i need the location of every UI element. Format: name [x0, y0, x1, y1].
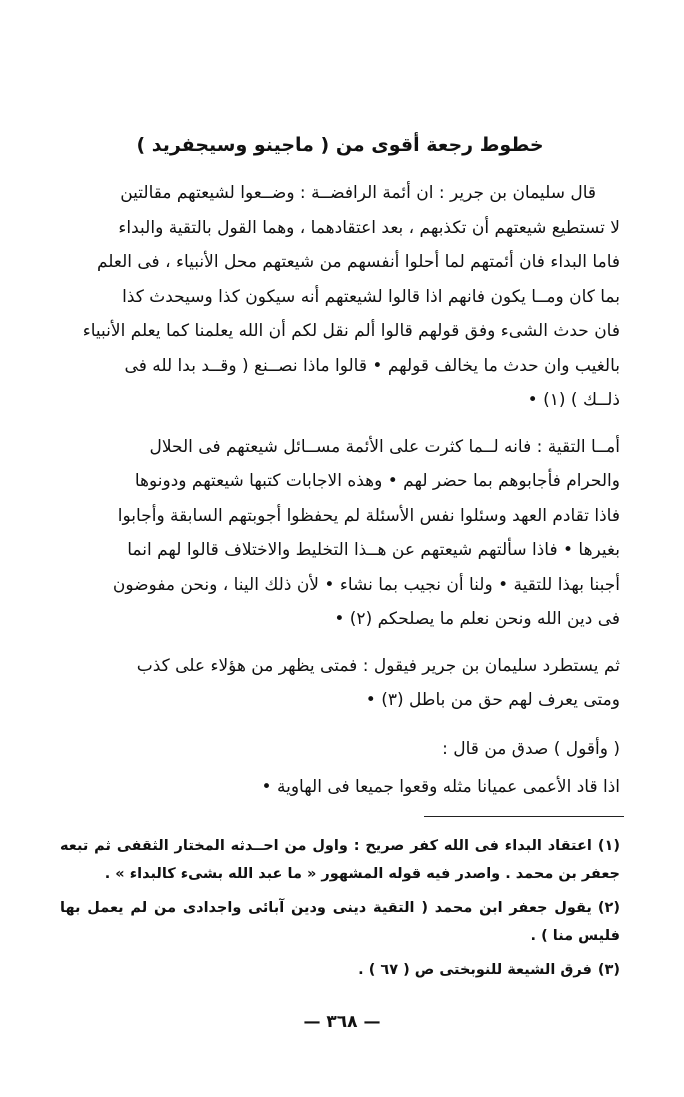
paragraph-line: بما كان ومــا يكون فانهم اذا قالوا لشيعتهم أنه سيكون كذا وسيحدث كذا [122, 286, 620, 307]
footnote-number: (٢) [597, 900, 620, 916]
paragraph-line: فاما البداء فان أئمتهم لما أحلوا أنفسهم من شيعتهم محل الأنبياء ، فى العلم [96, 252, 620, 272]
paragraph-line: ومتى يعرف لهم حق من باطل (٣) • [365, 690, 620, 710]
footnotes [60, 832, 620, 990]
quote-block [60, 730, 620, 806]
paragraph-conclusion [60, 649, 620, 718]
footnote-text: يقول جعفر ابن محمد ( التقية دينى ودين آبائى واجدادى من لم يعمل بها فليس منا ) . [60, 900, 620, 944]
paragraph-line: أمــا التقية : فانه لــما كثرت على الأئمة مســائل شيعتهم فى الحلال [149, 436, 620, 457]
paragraph-line: فاذا تقادم العهد وسئلوا نفس الأسئلة لم يحفظوا أجوبتهم السابقة وأجابوا [117, 505, 620, 526]
paragraph-line: بغيرها • فاذا سألتهم شيعتهم عن هــذا التخليط والاختلاف قالوا لهم انما [127, 540, 620, 560]
footnote-number: (٣) [597, 962, 620, 978]
footnote-1 [60, 832, 620, 888]
footnote-number: (١) [597, 838, 620, 854]
footnote-text: اعتقاد البداء فى الله كفر صريح : واول من احــدثه المختار الثقفى ثم تبعه جعفر بن محمد . واصدر فيه قوله المشهور « ما عبد الله بشىء كالبداء » . [60, 838, 620, 882]
paragraph-line: أجبنا بهذا للتقية • ولنا أن نجيب بما نشاء • لأن ذلك الينا ، ونحن مفوضون [112, 574, 620, 595]
footnote-2 [60, 894, 620, 950]
paragraph-line: لا تستطيع شيعتهم أن تكذبهم ، بعد اعتقادهما ، وهما القول بالتقية والبداء [118, 217, 620, 238]
footnote-separator [424, 816, 624, 817]
paragraph-taqiyya [60, 430, 620, 637]
page-body [60, 130, 620, 816]
section-heading: خطوط رجعة أقوى من ( ماجينو وسيجفريد ) [136, 134, 544, 156]
quote-intro: ( وأقول ) صدق من قال : [442, 738, 620, 759]
page-number: — ٣٦٨ — [303, 1012, 381, 1032]
paragraph-line: فان حدث الشىء وفق قولهم قالوا ألم نقل لكم أن الله يعلمنا كما يعلم الأنبياء [82, 321, 620, 341]
paragraph-line: والحرام فأجابوهم بما حضر لهم • وهذه الاجابات كتبها شيعتهم ودونوها [134, 471, 620, 491]
paragraph-line: ثم يستطرد سليمان بن جرير فيقول : فمتى يظهر من هؤلاء على كذب [136, 655, 620, 676]
paragraph-line: بالغيب وان حدث ما يخالف قولهم • قالوا ماذا نصــنع ( وقــد بدا لله فى [124, 355, 620, 376]
footnote-3 [60, 956, 620, 984]
paragraph-bada [60, 176, 620, 418]
footnote-text: فرق الشيعة للنوبختى ص ( ٦٧ ) . [358, 962, 592, 978]
paragraph-line: ذلــك ) (١) • [527, 390, 620, 410]
paragraph-line: قال سليمان بن جرير : ان أئمة الرافضــة : وضــعوا لشيعتهم مقالتين [120, 183, 596, 203]
paragraph-line: فى دين الله ونحن نعلم ما يصلحكم (٢) • [334, 609, 620, 629]
quote-verse: اذا قاد الأعمى عميانا مثله وقعوا جميعا فى الهاوية • [261, 776, 620, 797]
